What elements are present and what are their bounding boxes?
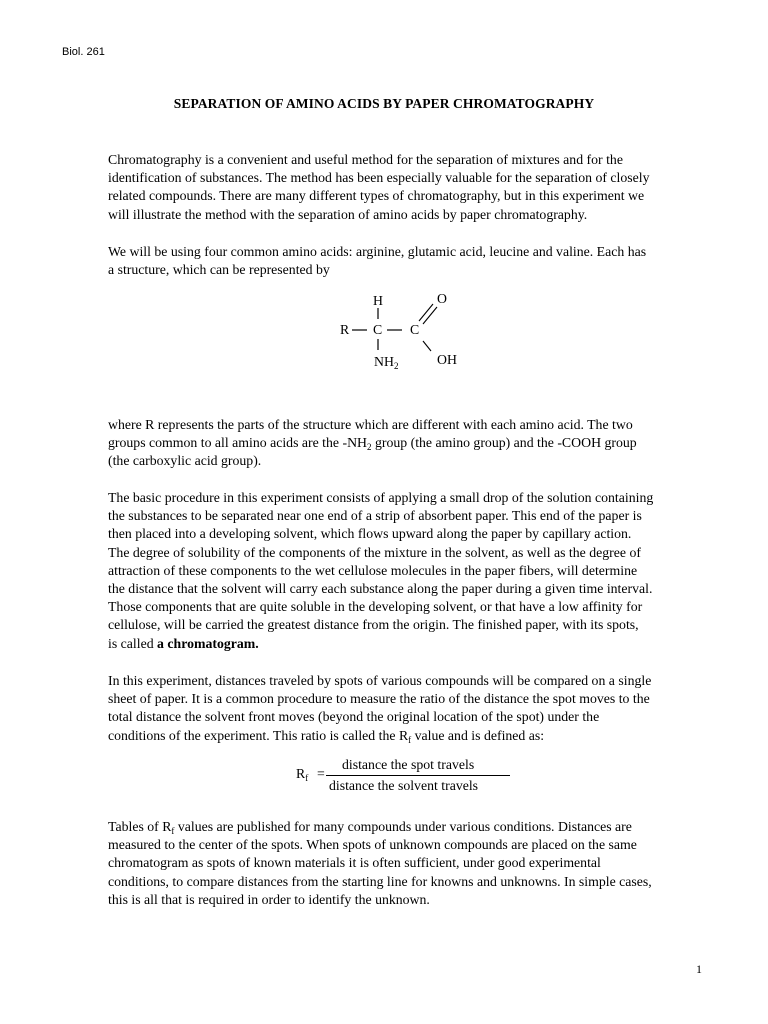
paragraph-rf-tables (108, 818, 708, 909)
text-line: Chromatography is a convenient and useful method for the separation of mixtures and for the (108, 152, 623, 167)
text-line: this is all that is required in order to identify the unknown. (108, 891, 430, 907)
course-code: Biol. 261 (62, 46, 105, 58)
group-nh2 (374, 354, 398, 370)
atom-h: H (373, 293, 383, 308)
formula-numerator: distance the spot travels (342, 757, 475, 772)
formula-denominator: distance the solvent travels (329, 778, 479, 793)
group-oh: OH (437, 352, 457, 367)
text-line (108, 818, 708, 836)
paragraph-r-groups (108, 416, 708, 471)
atom-c-carboxyl: C (410, 322, 420, 337)
page-number: 1 (696, 962, 702, 976)
formula-r: R (296, 766, 306, 781)
text-segment: is called (108, 635, 158, 651)
term-chromatogram: a chromatogram. (157, 635, 259, 651)
rf-formula (290, 757, 530, 797)
text-segment: values are published for many compounds under various conditions. Distances are (174, 819, 632, 834)
text-line: We will be using four common amino acids: arginine, glutamic acid, leucine and valine. Each has (108, 244, 647, 259)
atom-c-alpha: C (373, 322, 383, 337)
text-line (108, 727, 708, 745)
group-r: R (340, 322, 350, 337)
text-line: The degree of solubility of the components of the mixture in the solvent, as well as the degree of (108, 544, 641, 560)
formula-equals: = (317, 766, 325, 781)
text-line: then placed into a developing solvent, which flows upward along the paper by capillary action. (108, 526, 632, 542)
nh-subscript: 2 (393, 361, 399, 371)
formula-lhs (296, 766, 308, 782)
paragraph-procedure (108, 489, 708, 653)
atom-o: O (437, 291, 447, 306)
text-line: In this experiment, distances traveled by spots of various compounds will be compared on a single (108, 673, 652, 688)
text-line: measured to the center of the spots. When spots of unknown compounds are placed on the same (108, 837, 637, 853)
text-line: sheet of paper. It is a common procedure to measure the ratio of the distance the spot moves to the (108, 691, 650, 707)
text-line: the distance that the solvent will carry each substance along the paper during a given time interval. (108, 581, 653, 597)
text-line: the substances to be separated near one end of a strip of absorbent paper. This end of the paper is (108, 508, 642, 524)
fraction-bar (326, 775, 510, 776)
subscript-f: f (408, 734, 412, 745)
paragraph-amino-acids (108, 243, 708, 279)
text-line (108, 434, 708, 452)
text-line: cellulose, will be carried the greatest distance from the origin. The finished paper, with its spots, (108, 617, 639, 633)
nh-text: NH (374, 354, 394, 369)
text-line: identification of substances. The method has been especially valuable for the separation of closely (108, 170, 650, 186)
paragraph-intro (108, 151, 708, 224)
amino-acid-structure (330, 288, 480, 378)
text-line: Those components that are quite soluble in the developing solvent, or that have a low affinity for (108, 599, 643, 615)
text-segment: value and is defined as: (411, 727, 545, 743)
text-line: related compounds. There are many different types of chromatography, but in this experiment we (108, 188, 645, 204)
text-segment: Tables of R (108, 819, 172, 834)
text-line: where R represents the parts of the structure which are different with each amino acid. The two (108, 417, 633, 432)
subscript-2: 2 (367, 442, 372, 453)
text-line: conditions, to compare distances from the starting line for knowns and unknowns. In simple cases, (108, 873, 652, 889)
text-line (108, 635, 708, 653)
bond-c-o-double-a (419, 304, 433, 321)
text-line: a structure, which can be represented by (108, 262, 330, 278)
structure-bonds (330, 288, 480, 378)
text-line: will illustrate the method with the separation of amino acids by paper chromatography. (108, 206, 588, 222)
text-line: total distance the solvent front moves (beyond the original location of the spot) under the (108, 709, 600, 725)
text-line: (the carboxylic acid group). (108, 453, 262, 469)
document-title: SEPARATION OF AMINO ACIDS BY PAPER CHROMATOGRAPHY (173, 96, 595, 111)
bond-c-oh (423, 341, 431, 351)
formula-subscript-f: f (305, 773, 309, 783)
text-segment: groups common to all amino acids are the -NH (108, 435, 368, 451)
text-segment: group (the amino group) and the -COOH group (371, 435, 637, 451)
bond-c-o-double-b (423, 307, 437, 324)
text-line: chromatogram as spots of known materials it is often sufficient, under good experimental (108, 855, 601, 871)
text-line: attraction of these components to the wet cellulose molecules in the paper fibers, will determine (108, 562, 638, 578)
paragraph-rf-intro (108, 672, 708, 745)
text-line: The basic procedure in this experiment consists of applying a small drop of the solution containing (108, 490, 654, 505)
subscript-f: f (171, 826, 175, 836)
text-segment: conditions of the experiment. This ratio is called the R (108, 727, 409, 743)
